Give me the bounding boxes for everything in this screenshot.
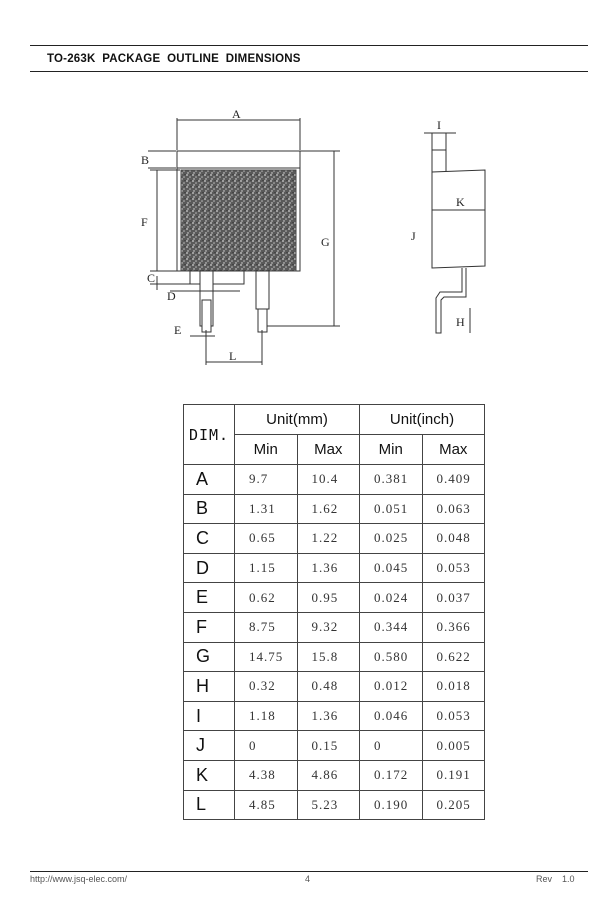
inch-min-cell: 0.344	[360, 612, 423, 642]
mm-max-cell: 5.23	[297, 790, 360, 820]
mm-max-cell: 1.62	[297, 494, 360, 524]
inch-min-cell: 0.580	[360, 642, 423, 672]
table-row	[184, 553, 485, 583]
inch-max-cell: 0.037	[422, 583, 485, 613]
unit-inch-header: Unit(inch)	[360, 405, 485, 435]
page-title: TO-263K PACKAGE OUTLINE DIMENSIONS	[47, 53, 301, 65]
mm-min-cell: 0.62	[235, 583, 298, 613]
dim-label-b: B	[141, 153, 150, 167]
mm-max-header: Max	[297, 435, 360, 465]
footer-page-number: 4	[305, 874, 311, 884]
mm-max-cell: 1.36	[297, 701, 360, 731]
inch-min-cell: 0.051	[360, 494, 423, 524]
inch-max-header: Max	[422, 435, 485, 465]
dim-column-header: DIM.	[184, 405, 235, 465]
dim-label-a: A	[232, 107, 241, 121]
table-row	[184, 760, 485, 790]
dim-cell: L	[184, 790, 235, 820]
dim-cell: C	[184, 524, 235, 554]
table-row	[184, 583, 485, 613]
dim-label-k: K	[456, 195, 465, 209]
dim-cell: G	[184, 642, 235, 672]
mm-min-cell: 0.65	[235, 524, 298, 554]
dim-cell: A	[184, 465, 235, 495]
inch-min-cell: 0	[360, 731, 423, 761]
package-outline-drawing	[0, 0, 615, 400]
dim-cell: D	[184, 553, 235, 583]
mm-max-cell: 0.48	[297, 672, 360, 702]
mm-min-cell: 1.15	[235, 553, 298, 583]
dim-cell: I	[184, 701, 235, 731]
dim-label-e: E	[174, 323, 182, 337]
table-row	[184, 524, 485, 554]
mm-min-header: Min	[235, 435, 298, 465]
inch-max-cell: 0.018	[422, 672, 485, 702]
mm-max-cell: 9.32	[297, 612, 360, 642]
table-row	[184, 494, 485, 524]
footer-url[interactable]: http://www.jsq-elec.com/	[30, 874, 128, 884]
inch-min-cell: 0.190	[360, 790, 423, 820]
inch-max-cell: 0.205	[422, 790, 485, 820]
mm-max-cell: 1.22	[297, 524, 360, 554]
package-body	[181, 170, 296, 271]
dim-cell: J	[184, 731, 235, 761]
dim-cell: B	[184, 494, 235, 524]
mm-max-cell: 1.36	[297, 553, 360, 583]
mm-min-cell: 0	[235, 731, 298, 761]
mm-max-cell: 15.8	[297, 642, 360, 672]
unit-mm-header: Unit(mm)	[235, 405, 360, 435]
inch-min-cell: 0.046	[360, 701, 423, 731]
table-row	[184, 612, 485, 642]
mm-min-cell: 1.31	[235, 494, 298, 524]
inch-min-cell: 0.025	[360, 524, 423, 554]
mm-min-cell: 4.38	[235, 760, 298, 790]
footer-revision: Rev 1.0	[536, 874, 575, 884]
mm-min-cell: 0.32	[235, 672, 298, 702]
dim-label-g: G	[321, 235, 330, 249]
dim-label-h: H	[456, 315, 465, 329]
inch-min-cell: 0.045	[360, 553, 423, 583]
inch-max-cell: 0.053	[422, 701, 485, 731]
dimensions-table	[183, 404, 485, 820]
dim-cell: K	[184, 760, 235, 790]
mm-max-cell: 4.86	[297, 760, 360, 790]
dim-label-d: D	[167, 289, 176, 303]
mm-min-cell: 4.85	[235, 790, 298, 820]
inch-max-cell: 0.048	[422, 524, 485, 554]
dim-cell: E	[184, 583, 235, 613]
inch-max-cell: 0.366	[422, 612, 485, 642]
mm-max-cell: 0.15	[297, 731, 360, 761]
dim-cell: H	[184, 672, 235, 702]
table-row	[184, 642, 485, 672]
footer-rule	[30, 871, 588, 872]
inch-max-cell: 0.409	[422, 465, 485, 495]
dim-label-c: C	[147, 271, 156, 285]
mm-max-cell: 10.4	[297, 465, 360, 495]
table-row	[184, 465, 485, 495]
dim-label-l: L	[229, 349, 237, 363]
inch-max-cell: 0.005	[422, 731, 485, 761]
mm-min-cell: 1.18	[235, 701, 298, 731]
dim-cell: F	[184, 612, 235, 642]
inch-max-cell: 0.622	[422, 642, 485, 672]
table-row	[184, 790, 485, 820]
mm-min-cell: 8.75	[235, 612, 298, 642]
mm-min-cell: 14.75	[235, 642, 298, 672]
table-row	[184, 672, 485, 702]
inch-min-cell: 0.172	[360, 760, 423, 790]
dim-label-j: J	[411, 229, 416, 243]
inch-max-cell: 0.053	[422, 553, 485, 583]
table-row	[184, 701, 485, 731]
inch-min-cell: 0.381	[360, 465, 423, 495]
mm-max-cell: 0.95	[297, 583, 360, 613]
mm-min-cell: 9.7	[235, 465, 298, 495]
dim-label-f: F	[141, 215, 148, 229]
inch-min-cell: 0.012	[360, 672, 423, 702]
inch-min-cell: 0.024	[360, 583, 423, 613]
inch-max-cell: 0.063	[422, 494, 485, 524]
inch-min-header: Min	[360, 435, 423, 465]
dim-label-i: I	[437, 118, 441, 132]
inch-max-cell: 0.191	[422, 760, 485, 790]
table-row	[184, 731, 485, 761]
